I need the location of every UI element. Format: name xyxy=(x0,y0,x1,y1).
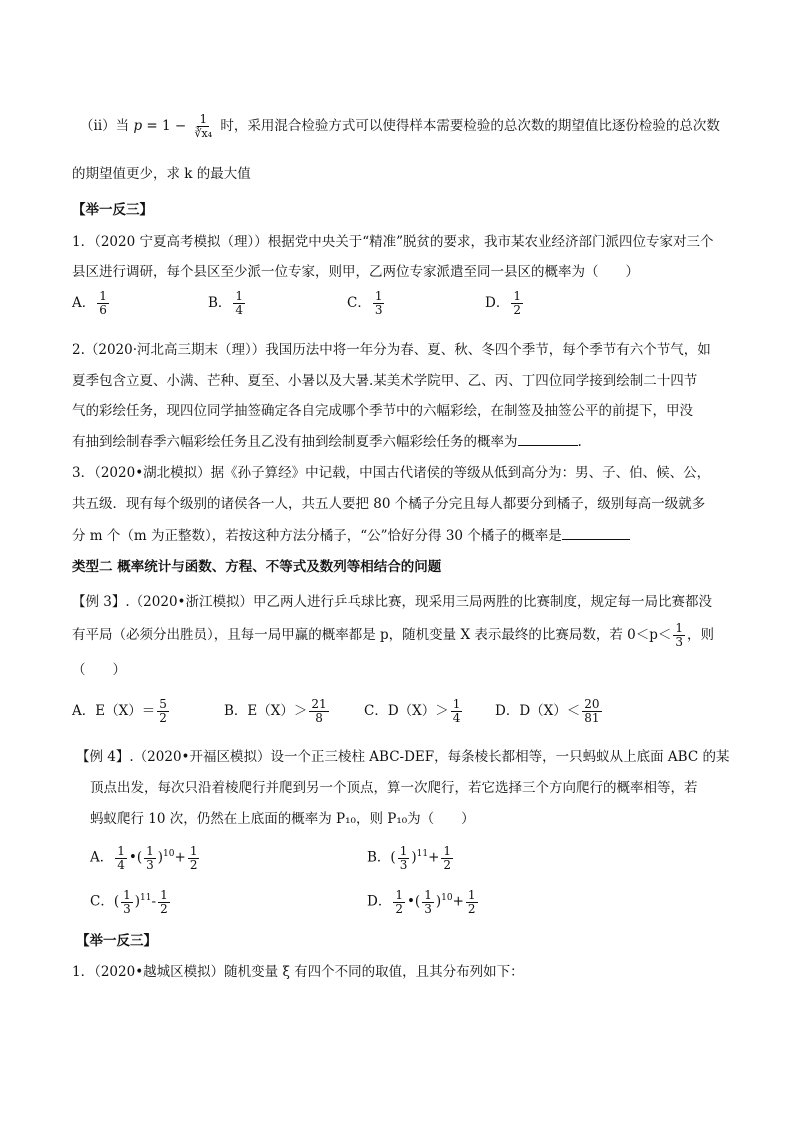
denominator: 8 xyxy=(315,711,323,725)
ex4-option-c: C．( $\frac{1}{3}$ )$^{11}$- $\frac{1}{2}$ xyxy=(90,887,168,916)
option-label: B．E（X）＞ xyxy=(224,703,308,719)
option-label: D．D（X）＜ xyxy=(495,703,581,719)
denominator: 2 xyxy=(443,857,452,872)
option-label: A．E（X）＝ xyxy=(72,703,156,719)
numerator: 1 xyxy=(374,289,383,303)
ex3-option-d xyxy=(495,698,604,725)
fraction xyxy=(158,889,170,916)
fraction xyxy=(121,889,133,916)
formula-p: p xyxy=(133,118,143,134)
numerator: 1 xyxy=(452,697,461,711)
denominator: 2 xyxy=(159,711,167,725)
option-fraction xyxy=(451,698,463,725)
q4-line1: 1．（2020•越城区模拟）随机变量 ξ 有四个不同的取值，且其分布列如下： xyxy=(72,964,524,980)
ex3-line2 xyxy=(72,622,714,649)
denominator: 3 xyxy=(374,303,383,317)
operator: •( xyxy=(128,849,143,866)
numerator: 1 xyxy=(399,843,408,858)
ex3-fraction xyxy=(673,622,685,649)
answer-blank xyxy=(518,431,578,446)
numerator: 1 xyxy=(235,289,244,303)
q2-line4-text: 有抽到绘制春季六幅彩绘任务且乙没有抽到绘制夏季六幅彩绘任务的概率为 xyxy=(72,434,518,450)
numerator: 1 xyxy=(123,887,131,902)
q3-line2: 共五级．现有每个级别的诸侯各一人，共五人要把 80 个橘子分完且每人都要分到橘子，级别每高一级就多 xyxy=(72,496,706,512)
option-label: D． xyxy=(485,295,510,311)
denominator: 6 xyxy=(99,303,107,317)
fraction xyxy=(422,889,434,916)
fraction xyxy=(115,845,127,872)
option-label: B． xyxy=(367,849,391,866)
operator: •( xyxy=(406,893,421,910)
ex3-option-a xyxy=(72,698,171,725)
option-fraction xyxy=(582,698,601,725)
denominator: 2 xyxy=(395,901,403,916)
denominator: 2 xyxy=(189,857,198,872)
part-ii-text: 时，采用混合检验方式可以使得样本需要检验的总次数的期望值比逐份检验的总次数 xyxy=(220,118,720,134)
ex3-line2-text: 有平局（必须分出胜员），且每一局甲赢的概率都是 p，随机变量 X 表示最终的比赛局数，若 0＜p＜ xyxy=(72,627,672,643)
answer-blank xyxy=(562,525,630,540)
exponent: 10 xyxy=(441,893,453,903)
option-label: B． xyxy=(208,295,232,311)
operator: + xyxy=(452,893,464,910)
q1-line2: 县区进行调研，每个县区至少派一位专家，则甲，乙两位专家派遣至同一县区的概率为（ ） xyxy=(72,264,639,280)
q1-line1: 1．（2020 宁夏高考模拟（理））根据党中央关于“精准”脱贫的要求，我市某农业经济部门派四位专家对三个 xyxy=(72,234,714,250)
option-label: A． xyxy=(90,849,114,866)
q1-option-c xyxy=(347,290,386,317)
ex4-line1: 【例 4】.（2020•开福区模拟）设一个正三棱柱 ABC-DEF，每条棱长都相等，一只蚂蚁从上底面 ABC 的某 xyxy=(76,749,730,765)
numerator: 21 xyxy=(311,697,327,711)
denominator: 4 xyxy=(117,857,125,872)
q2-line3: 气的彩绘任务，现四位同学抽签确定各自完成哪个季节中的六幅彩绘，在制签及抽签公平的前提下，甲没 xyxy=(72,403,693,419)
section-heading-practice-2: 【举一反三】 xyxy=(76,933,157,949)
ex4-line3: 蚂蚁爬行 10 次，仍然在上底面的概率为 P₁₀，则 P₁₀为（ ） xyxy=(90,811,475,827)
fraction-denominator: ∛x₄ xyxy=(194,127,213,140)
fraction xyxy=(441,845,453,872)
operator: + xyxy=(174,849,186,866)
q2-line4 xyxy=(72,431,582,452)
fraction xyxy=(188,845,200,872)
numerator: 1 xyxy=(443,843,452,858)
q2-line1: 2.（2020·河北高三期末（理））我国历法中将一年分为春、夏、秋、冬四个季节，每个季节有六个节气，如 xyxy=(72,342,711,358)
option-label: C．D（X）＞ xyxy=(364,703,449,719)
numerator: 5 xyxy=(159,697,167,711)
ex3-line2-end: ，则 xyxy=(687,627,715,643)
q2-line4-end: . xyxy=(577,434,582,450)
q3-line3 xyxy=(72,525,630,546)
numerator: 1 xyxy=(467,887,476,902)
ex4-option-a: A． $\frac{1}{4}$ •( $\frac{1}{3}$ )$^{10}$+ $\frac{1}{2}$ xyxy=(90,843,198,872)
denominator: 4 xyxy=(235,303,244,317)
denominator: 2 xyxy=(467,901,476,916)
exponent: 11 xyxy=(140,893,152,903)
option-fraction xyxy=(157,698,169,725)
fraction xyxy=(144,845,156,872)
denominator: 4 xyxy=(452,711,461,725)
denominator: 3 xyxy=(399,857,408,872)
q3-line1: 3．（2020•湖北模拟）据《孙子算经》中记载，中国古代诸侯的等级从低到高分为：男、子、伯、候、公， xyxy=(72,465,711,481)
operator: - xyxy=(151,893,157,910)
q1-option-a xyxy=(72,290,111,317)
option-fraction xyxy=(511,290,523,317)
numerator: 1 xyxy=(117,843,125,858)
denominator: 3 xyxy=(424,901,432,916)
option-fraction xyxy=(309,698,328,725)
numerator: 1 xyxy=(99,289,107,303)
numerator: 1 xyxy=(424,887,432,902)
q2-line2: 夏季包含立夏、小满、芒种、夏至、小暑以及大暑.某美术学院甲、乙、丙、丁四位同学接到绘制二十四节 xyxy=(72,373,698,389)
operator: + xyxy=(428,849,440,866)
q1-option-b xyxy=(208,290,247,317)
q3-line3-text: 分 m 个（m 为正整数），若按这种方法分橘子，“公”恰好分得 30 个橘子的概率是 xyxy=(72,528,562,544)
fraction xyxy=(398,845,410,872)
part-ii-label: （ii）当 xyxy=(80,118,130,134)
denominator: 2 xyxy=(513,303,521,317)
exponent: 10 xyxy=(163,849,175,859)
ex3-option-c xyxy=(364,698,464,725)
fraction xyxy=(393,889,405,916)
numerator: 1 xyxy=(513,289,521,303)
option-label: C． xyxy=(90,893,114,910)
fraction-numerator: 1 xyxy=(199,112,208,126)
fraction xyxy=(466,889,478,916)
section-heading-practice-1: 【举一反三】 xyxy=(72,202,153,218)
part-ii-line2: 的期望值更少，求 k 的最大值 xyxy=(72,166,251,182)
option-fraction xyxy=(373,290,385,317)
type2-heading: 类型二 概率统计与函数、方程、不等式及数列等相结合的问题 xyxy=(72,559,442,575)
denominator: 81 xyxy=(584,711,600,725)
numerator: 1 xyxy=(189,843,198,858)
option-fraction xyxy=(233,290,245,317)
formula-fraction xyxy=(192,113,214,140)
part-ii-line1 xyxy=(80,113,720,140)
numerator: 1 xyxy=(160,887,168,902)
denominator: 2 xyxy=(160,901,168,916)
denominator: 3 xyxy=(146,857,154,872)
formula-eq: = 1 − xyxy=(146,118,187,134)
numerator: 1 xyxy=(146,843,154,858)
option-fraction xyxy=(97,290,109,317)
denominator: 3 xyxy=(123,901,131,916)
numerator: 1 xyxy=(675,621,684,635)
denominator: 3 xyxy=(675,635,684,649)
ex4-option-b: B．( $\frac{1}{3}$ )$^{11}$+ $\frac{1}{2}$ xyxy=(367,843,452,872)
option-label: C． xyxy=(347,295,371,311)
exponent: 11 xyxy=(416,849,429,859)
ex3-line3: （ ） xyxy=(72,662,126,678)
option-label: A． xyxy=(72,295,96,311)
ex3-line1: 【例 3】.（2020•浙江模拟）甲乙两人进行乒乓球比赛，现采用三局两胜的比赛制度，规定每一局比赛都没 xyxy=(72,594,712,610)
ex4-line2: 顶点出发，每次只沿着棱爬行并爬到另一个顶点，算一次爬行，若它选择三个方向爬行的概率相等，若 xyxy=(90,780,698,796)
q1-option-d xyxy=(485,290,525,317)
ex4-option-d: D． $\frac{1}{2}$ •( $\frac{1}{3}$ )$^{10}$+ $\frac{1}{2}$ xyxy=(367,887,476,916)
numerator: 20 xyxy=(584,697,600,711)
numerator: 1 xyxy=(395,887,403,902)
ex3-option-b xyxy=(224,698,331,725)
option-label: D． xyxy=(367,893,392,910)
